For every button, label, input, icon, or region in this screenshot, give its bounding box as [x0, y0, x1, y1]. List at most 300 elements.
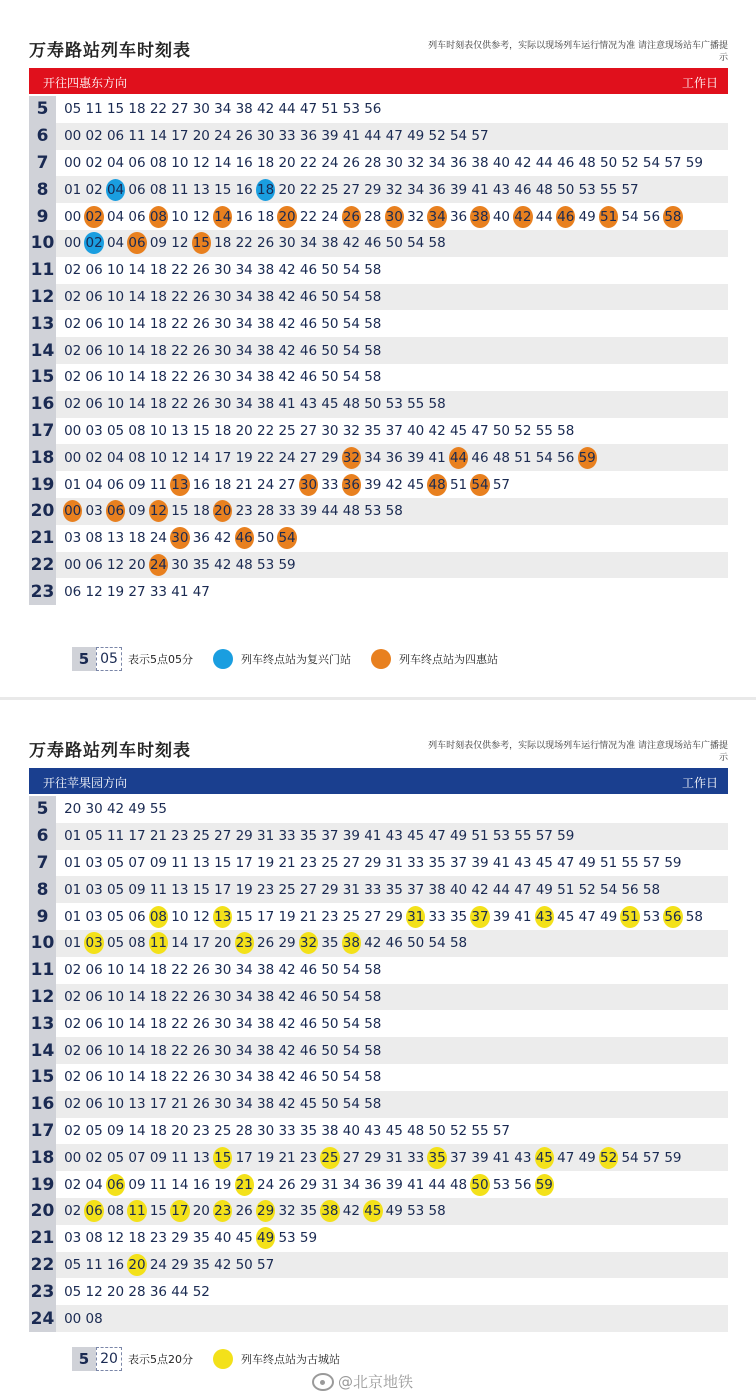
hour-cell: 18 [29, 444, 56, 471]
departure-minute: 19 [214, 1176, 232, 1193]
departure-minute: 58 [642, 881, 661, 898]
departure-minute: 58 [428, 1203, 446, 1220]
minute-list [56, 1037, 385, 1064]
departure-minute: 10 [106, 1069, 125, 1086]
departure-minute: 37 [407, 881, 425, 898]
departure-minute: 12 [85, 1283, 103, 1300]
departure-minute: 45 [299, 1096, 318, 1113]
table-row [29, 876, 728, 903]
minute-list [56, 876, 663, 903]
departure-minute: 13 [128, 1096, 146, 1113]
minute-list [56, 1225, 320, 1252]
departure-minute: 08 [149, 154, 168, 171]
departure-minute: 09 [128, 503, 146, 520]
departure-minute: 11 [171, 854, 189, 871]
departure-minute: 04 [106, 449, 125, 466]
hour-cell: 12 [29, 984, 56, 1011]
departure-minute: 42 [278, 288, 296, 305]
departure-minute: 39 [385, 1176, 403, 1193]
table-row [29, 150, 728, 177]
departure-minute: 10 [106, 988, 125, 1005]
departure-minute: 34 [342, 1176, 360, 1193]
departure-minute: 28 [235, 1122, 253, 1139]
departure-minute-short-turn: 06 [106, 1174, 125, 1196]
departure-minute: 50 [407, 935, 425, 952]
departure-minute: 40 [342, 1122, 360, 1139]
hour-cell: 9 [29, 903, 56, 930]
minute-list [56, 337, 385, 364]
departure-minute: 11 [171, 1149, 189, 1166]
departure-minute: 35 [192, 556, 210, 573]
departure-minute: 43 [514, 1149, 532, 1166]
page-title: 万寿路站列车时刻表 [29, 741, 191, 761]
departure-minute-short-turn: 15 [213, 1147, 232, 1169]
departure-minute: 46 [299, 288, 318, 305]
departure-minute-short-turn: 36 [342, 474, 361, 496]
departure-minute: 51 [321, 101, 339, 118]
departure-minute: 06 [85, 962, 103, 979]
departure-minute: 15 [192, 422, 210, 439]
table-row [29, 796, 728, 823]
departure-minute: 02 [64, 369, 82, 386]
departure-minute: 49 [578, 1149, 596, 1166]
table-row [29, 1198, 728, 1225]
departure-minute: 42 [342, 235, 360, 252]
departure-minute: 39 [321, 128, 339, 145]
departure-minute: 23 [192, 1122, 210, 1139]
legend-sample-minute: 20 [96, 1347, 122, 1371]
hour-cell: 13 [29, 1010, 56, 1037]
departure-minute: 38 [257, 962, 275, 979]
minute-list [56, 444, 599, 471]
departure-minute: 02 [85, 181, 103, 198]
departure-minute: 44 [171, 1283, 189, 1300]
departure-minute: 26 [192, 288, 210, 305]
table-row [29, 903, 728, 930]
departure-minute: 58 [364, 1096, 382, 1113]
departure-minute: 11 [149, 476, 168, 493]
departure-minute: 49 [600, 908, 618, 925]
departure-minute: 29 [171, 1256, 189, 1273]
table-row [29, 1037, 728, 1064]
departure-minute: 29 [278, 935, 296, 952]
hour-cell: 14 [29, 337, 56, 364]
departure-minute: 06 [106, 476, 125, 493]
departure-minute: 45 [557, 908, 575, 925]
departure-minute: 26 [257, 935, 275, 952]
departure-minute: 56 [642, 208, 661, 225]
minute-list [56, 1171, 556, 1198]
departure-minute: 18 [149, 1015, 168, 1032]
departure-minute: 09 [149, 235, 168, 252]
departure-minute: 07 [128, 854, 146, 871]
departure-minute: 39 [471, 854, 489, 871]
departure-minute: 51 [557, 881, 575, 898]
departure-minute: 54 [342, 315, 360, 332]
minute-list [56, 391, 449, 418]
departure-minute: 30 [214, 1015, 232, 1032]
departure-minute: 10 [106, 1096, 125, 1113]
departure-minute: 20 [192, 1203, 210, 1220]
departure-minute: 27 [342, 1149, 360, 1166]
departure-minute: 34 [235, 369, 253, 386]
departure-minute: 05 [106, 908, 125, 925]
departure-minute: 56 [364, 101, 382, 118]
departure-minute: 45 [407, 476, 425, 493]
departure-minute: 46 [557, 154, 575, 171]
departure-minute: 01 [64, 828, 82, 845]
table-row [29, 1252, 728, 1279]
table-row [29, 930, 728, 957]
departure-minute: 10 [106, 396, 125, 413]
legend-item [371, 649, 498, 669]
departure-minute: 44 [535, 208, 553, 225]
departure-minute: 05 [106, 422, 125, 439]
departure-minute: 09 [128, 476, 146, 493]
departure-minute: 17 [192, 935, 210, 952]
departure-minute: 38 [321, 235, 339, 252]
departure-minute: 42 [278, 369, 296, 386]
departure-minute: 14 [128, 962, 146, 979]
departure-minute: 38 [235, 101, 253, 118]
departure-minute: 04 [106, 208, 125, 225]
departure-minute: 46 [299, 1069, 318, 1086]
departure-minute: 41 [364, 828, 382, 845]
departure-minute: 02 [64, 262, 82, 279]
departure-minute: 50 [428, 1122, 446, 1139]
departure-minute-short-turn: 45 [363, 1200, 382, 1222]
minute-list [56, 310, 385, 337]
legend-sample-minute: 05 [96, 647, 122, 671]
departure-minute: 18 [128, 101, 146, 118]
departure-minute: 40 [449, 881, 468, 898]
departure-minute: 50 [321, 288, 339, 305]
departure-minute: 46 [299, 988, 318, 1005]
departure-minute: 18 [149, 988, 168, 1005]
departure-minute: 22 [171, 315, 189, 332]
departure-minute: 09 [128, 1176, 146, 1193]
departure-minute: 30 [171, 556, 189, 573]
departure-minute: 41 [492, 1149, 511, 1166]
departure-minute: 13 [192, 854, 210, 871]
legend-sample-text: 表示5点20分 [128, 1353, 193, 1366]
departure-minute: 19 [106, 583, 125, 600]
departure-minute: 31 [385, 1149, 403, 1166]
departure-minute: 41 [342, 128, 360, 145]
departure-minute: 54 [342, 342, 360, 359]
departure-minute: 45 [235, 1230, 253, 1247]
departure-minute: 30 [214, 396, 232, 413]
departure-minute: 14 [128, 369, 146, 386]
minute-list [56, 1252, 277, 1279]
table-row [29, 850, 728, 877]
departure-minute: 34 [235, 262, 253, 279]
departure-minute: 50 [321, 315, 339, 332]
departure-minute: 27 [342, 181, 360, 198]
departure-minute: 55 [535, 422, 553, 439]
departure-minute: 08 [128, 422, 146, 439]
departure-minute: 32 [385, 181, 403, 198]
departure-minute: 38 [257, 369, 275, 386]
departure-minute: 03 [85, 881, 103, 898]
departure-minute: 35 [364, 422, 382, 439]
departure-minute: 14 [128, 1015, 146, 1032]
departure-minute: 33 [407, 854, 425, 871]
departure-minute: 22 [171, 288, 189, 305]
departure-minute: 09 [149, 854, 168, 871]
table-row [29, 823, 728, 850]
departure-minute: 09 [149, 1149, 168, 1166]
departure-minute: 32 [407, 208, 425, 225]
departure-minute: 53 [492, 828, 511, 845]
table-row [29, 1064, 728, 1091]
departure-minute: 38 [428, 881, 446, 898]
departure-minute: 26 [192, 1015, 210, 1032]
departure-minute: 24 [321, 208, 339, 225]
departure-minute: 42 [278, 962, 296, 979]
departure-minute-short-turn: 17 [170, 1200, 189, 1222]
departure-minute: 14 [128, 342, 146, 359]
departure-minute: 39 [492, 908, 511, 925]
departure-minute: 18 [149, 369, 168, 386]
departure-minute: 42 [278, 1042, 296, 1059]
departure-minute: 08 [149, 181, 168, 198]
departure-minute: 36 [385, 449, 403, 466]
departure-minute: 34 [235, 1015, 253, 1032]
departure-minute: 21 [278, 1149, 296, 1166]
departure-minute: 18 [149, 1122, 168, 1139]
departure-minute: 52 [192, 1283, 210, 1300]
legend-sample-hour: 5 [72, 647, 96, 671]
departure-minute: 23 [235, 503, 253, 520]
departure-minute: 30 [85, 801, 103, 818]
departure-minute: 42 [471, 881, 489, 898]
departure-minute: 06 [85, 369, 103, 386]
departure-minute: 53 [342, 101, 360, 118]
departure-minute-short-turn: 11 [149, 932, 168, 954]
departure-minute: 30 [214, 1042, 232, 1059]
departure-minute: 01 [64, 181, 82, 198]
table-row [29, 1118, 728, 1145]
departure-minute: 10 [106, 369, 125, 386]
departure-minute: 42 [514, 154, 532, 171]
departure-minute-short-turn: 42 [513, 206, 532, 228]
departure-minute: 47 [192, 583, 210, 600]
departure-minute: 42 [278, 1069, 296, 1086]
departure-minute: 03 [85, 503, 103, 520]
departure-minute: 49 [407, 128, 425, 145]
departure-minute: 26 [192, 396, 210, 413]
departure-minute: 02 [64, 288, 82, 305]
departure-minute: 38 [257, 342, 275, 359]
departure-minute: 42 [385, 476, 403, 493]
departure-minute: 12 [106, 1230, 125, 1247]
departure-minute: 03 [85, 422, 103, 439]
departure-minute: 46 [299, 369, 318, 386]
departure-minute-short-turn: 58 [663, 206, 682, 228]
departure-minute: 00 [64, 556, 82, 573]
table-row [29, 96, 728, 123]
departure-minute-short-turn: 29 [256, 1200, 275, 1222]
table-row [29, 984, 728, 1011]
departure-minute: 45 [449, 422, 468, 439]
departure-minute: 08 [85, 1230, 103, 1247]
departure-minute: 03 [64, 1230, 82, 1247]
departure-minute: 22 [257, 422, 275, 439]
departure-minute: 36 [428, 181, 446, 198]
departure-minute: 26 [235, 128, 253, 145]
departure-minute-short-turn: 20 [127, 1254, 146, 1276]
departure-minute: 46 [299, 342, 318, 359]
departure-minute: 28 [257, 503, 275, 520]
departure-minute: 27 [299, 449, 318, 466]
departure-minute-short-turn: 30 [385, 206, 404, 228]
departure-minute: 20 [171, 1122, 189, 1139]
departure-minute: 50 [385, 235, 403, 252]
departure-minute: 20 [64, 801, 82, 818]
departure-minute: 37 [321, 828, 339, 845]
departure-minute: 58 [364, 288, 382, 305]
departure-minute: 50 [321, 1069, 339, 1086]
departure-minute: 53 [278, 1230, 296, 1247]
departure-minute: 31 [257, 828, 275, 845]
minute-list [56, 230, 449, 257]
departure-minute: 42 [278, 342, 296, 359]
departure-minute: 46 [299, 315, 318, 332]
departure-minute: 03 [85, 854, 103, 871]
departure-minute: 44 [535, 154, 553, 171]
minute-list [56, 498, 406, 525]
departure-minute: 54 [621, 1149, 639, 1166]
departure-minute: 08 [128, 935, 146, 952]
departure-minute: 24 [278, 449, 296, 466]
departure-minute: 06 [128, 208, 146, 225]
departure-minute: 29 [299, 1176, 318, 1193]
minute-list [56, 1305, 106, 1332]
departure-minute: 41 [171, 583, 189, 600]
departure-minute: 01 [64, 476, 82, 493]
departure-minute: 42 [364, 935, 382, 952]
departure-minute: 47 [471, 422, 489, 439]
departure-minute: 39 [449, 181, 468, 198]
departure-minute: 06 [85, 556, 103, 573]
departure-minute: 06 [128, 908, 146, 925]
departure-minute: 22 [299, 208, 318, 225]
minute-list [56, 796, 170, 823]
departure-minute: 45 [321, 396, 339, 413]
departure-minute-short-turn: 50 [470, 1174, 489, 1196]
departure-minute: 19 [278, 908, 296, 925]
departure-minute: 46 [471, 449, 489, 466]
departure-minute-short-turn: 44 [449, 447, 468, 469]
departure-minute: 31 [321, 1176, 339, 1193]
hour-cell: 20 [29, 498, 56, 525]
departure-minute: 29 [235, 828, 253, 845]
departure-minute: 39 [299, 503, 318, 520]
departure-minute: 46 [514, 181, 532, 198]
departure-minute: 00 [64, 208, 82, 225]
departure-minute: 12 [192, 154, 210, 171]
departure-minute: 50 [257, 530, 275, 547]
departure-minute: 20 [128, 556, 146, 573]
hour-cell: 5 [29, 796, 56, 823]
legend-item [213, 1349, 340, 1369]
departure-minute: 02 [64, 1042, 82, 1059]
departure-minute: 57 [535, 828, 553, 845]
departure-minute-short-turn: 12 [149, 500, 168, 522]
departure-minute: 20 [278, 154, 296, 171]
departure-minute: 34 [364, 449, 382, 466]
departure-minute: 33 [278, 503, 296, 520]
departure-minute: 16 [235, 181, 253, 198]
hour-cell: 15 [29, 364, 56, 391]
table-row [29, 471, 728, 498]
minute-list [56, 578, 213, 605]
departure-minute: 25 [192, 828, 210, 845]
departure-minute: 30 [214, 988, 232, 1005]
departure-minute: 08 [85, 530, 103, 547]
departure-minute: 22 [171, 342, 189, 359]
table-row [29, 418, 728, 445]
departure-minute: 18 [214, 476, 232, 493]
minute-list [56, 1118, 513, 1145]
departure-minute: 22 [235, 235, 253, 252]
departure-minute: 33 [428, 908, 446, 925]
hour-cell: 23 [29, 578, 56, 605]
departure-minute: 14 [128, 1069, 146, 1086]
departure-minute: 34 [235, 288, 253, 305]
departure-minute: 47 [578, 908, 596, 925]
departure-minute: 45 [535, 854, 553, 871]
departure-minute-short-turn: 35 [427, 1147, 446, 1169]
departure-minute: 30 [214, 342, 232, 359]
departure-minute-short-turn: 37 [470, 906, 489, 928]
departure-minute: 06 [128, 181, 146, 198]
departure-minute-short-turn: 46 [235, 527, 254, 549]
departure-minute: 22 [257, 449, 275, 466]
departure-minute: 23 [299, 1149, 318, 1166]
departure-minute: 49 [385, 1203, 403, 1220]
hour-cell: 19 [29, 471, 56, 498]
table-row [29, 176, 728, 203]
departure-minute: 57 [621, 181, 639, 198]
minute-list [56, 823, 578, 850]
minute-list [56, 957, 385, 984]
departure-minute: 49 [578, 208, 596, 225]
departure-minute: 38 [471, 154, 489, 171]
table-row [29, 310, 728, 337]
minute-list [56, 1064, 385, 1091]
day-type-label: 工作日 [681, 776, 718, 790]
departure-minute: 50 [321, 369, 339, 386]
departure-minute: 00 [64, 449, 82, 466]
departure-minute: 30 [192, 101, 210, 118]
departure-minute-short-turn: 15 [192, 232, 211, 254]
departure-minute: 04 [85, 476, 103, 493]
departure-minute: 35 [299, 828, 318, 845]
departure-minute: 05 [64, 1256, 82, 1273]
departure-minute-short-turn: 00 [63, 500, 82, 522]
departure-minute: 53 [578, 181, 596, 198]
departure-minute: 55 [471, 1122, 489, 1139]
departure-minute: 30 [257, 128, 275, 145]
departure-minute: 28 [364, 154, 382, 171]
departure-minute: 12 [106, 556, 125, 573]
departure-minute: 08 [85, 1310, 103, 1327]
departure-minute: 46 [364, 235, 382, 252]
departure-minute: 27 [278, 476, 296, 493]
departure-minute: 05 [64, 1283, 82, 1300]
